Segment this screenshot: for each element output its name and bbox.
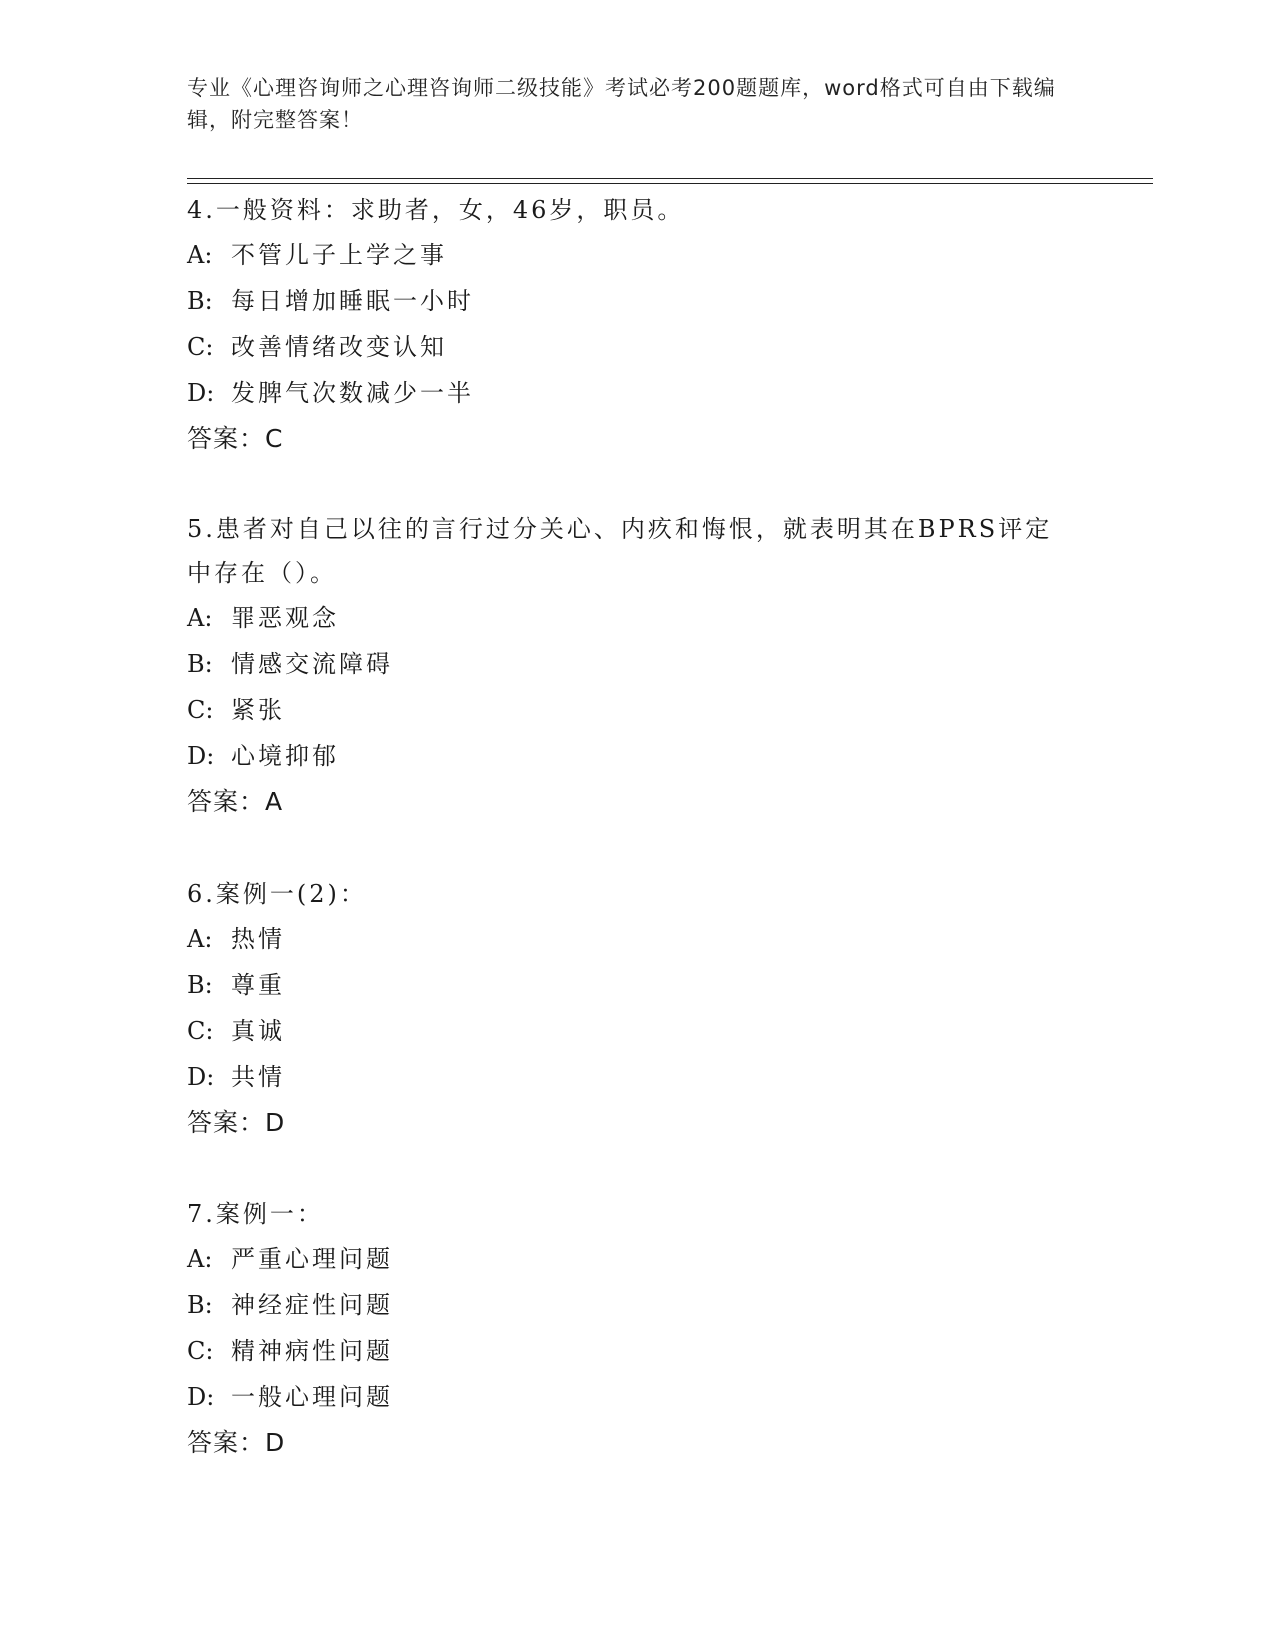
header-divider-top xyxy=(187,178,1153,179)
question-4 xyxy=(187,188,1087,462)
option-d xyxy=(187,1374,1087,1420)
option-letter: B: xyxy=(187,1291,213,1319)
question-stem: 4.一般资料：求助者，女，46岁，职员。 xyxy=(187,196,685,224)
option-a xyxy=(187,916,1087,962)
option-letter: B: xyxy=(187,971,213,999)
option-a xyxy=(187,1236,1087,1282)
option-text: 紧张 xyxy=(231,696,285,724)
question-5 xyxy=(187,507,1087,825)
option-letter: A: xyxy=(187,604,213,632)
option-letter: D: xyxy=(187,742,215,770)
option-a xyxy=(187,595,1087,641)
option-text: 神经症性问题 xyxy=(231,1291,393,1319)
option-letter: A: xyxy=(187,925,213,953)
answer-line: 答案：C xyxy=(187,424,284,453)
option-text: 精神病性问题 xyxy=(231,1337,393,1365)
option-letter: D: xyxy=(187,379,215,407)
option-d xyxy=(187,733,1087,779)
option-text: 不管儿子上学之事 xyxy=(231,241,447,269)
question-stem: 7.案例一： xyxy=(187,1200,324,1228)
option-text: 发脾气次数减少一半 xyxy=(231,379,474,407)
question-6 xyxy=(187,872,1087,1146)
option-d xyxy=(187,1054,1087,1100)
answer-line: 答案：D xyxy=(187,1428,286,1457)
question-stem: 5.患者对自己以往的言行过分关心、内疚和悔恨，就表明其在BPRS评定中存在（）。 xyxy=(187,515,1053,587)
option-b xyxy=(187,278,1087,324)
answer-line: 答案：D xyxy=(187,1108,286,1137)
option-c xyxy=(187,1008,1087,1054)
document-header: 专业《心理咨询师之心理咨询师二级技能》考试必考200题题库，word格式可自由下载编辑，附完整答案！ xyxy=(187,76,1056,132)
option-text: 一般心理问题 xyxy=(231,1383,393,1411)
question-stem: 6.案例一(2)： xyxy=(187,880,367,908)
option-text: 严重心理问题 xyxy=(231,1245,393,1273)
option-text: 改善情绪改变认知 xyxy=(231,333,447,361)
answer-line: 答案：A xyxy=(187,787,284,816)
option-letter: D: xyxy=(187,1383,215,1411)
option-c xyxy=(187,324,1087,370)
option-text: 情感交流障碍 xyxy=(231,650,393,678)
option-a xyxy=(187,232,1087,278)
option-text: 真诚 xyxy=(231,1017,285,1045)
option-text: 尊重 xyxy=(231,971,285,999)
option-d xyxy=(187,370,1087,416)
header-divider-bottom xyxy=(187,183,1153,184)
option-text: 热情 xyxy=(231,925,285,953)
option-letter: A: xyxy=(187,1245,213,1273)
option-letter: C: xyxy=(187,696,214,724)
option-letter: C: xyxy=(187,1337,214,1365)
option-letter: B: xyxy=(187,287,213,315)
option-c xyxy=(187,687,1087,733)
option-text: 心境抑郁 xyxy=(231,742,339,770)
option-letter: A: xyxy=(187,241,213,269)
option-letter: C: xyxy=(187,1017,214,1045)
option-letter: C: xyxy=(187,333,214,361)
option-letter: D: xyxy=(187,1063,215,1091)
option-b xyxy=(187,1282,1087,1328)
option-text: 共情 xyxy=(231,1063,285,1091)
option-letter: B: xyxy=(187,650,213,678)
option-b xyxy=(187,641,1087,687)
option-text: 每日增加睡眠一小时 xyxy=(231,287,474,315)
option-c xyxy=(187,1328,1087,1374)
question-7 xyxy=(187,1192,1087,1466)
option-text: 罪恶观念 xyxy=(231,604,339,632)
option-b xyxy=(187,962,1087,1008)
